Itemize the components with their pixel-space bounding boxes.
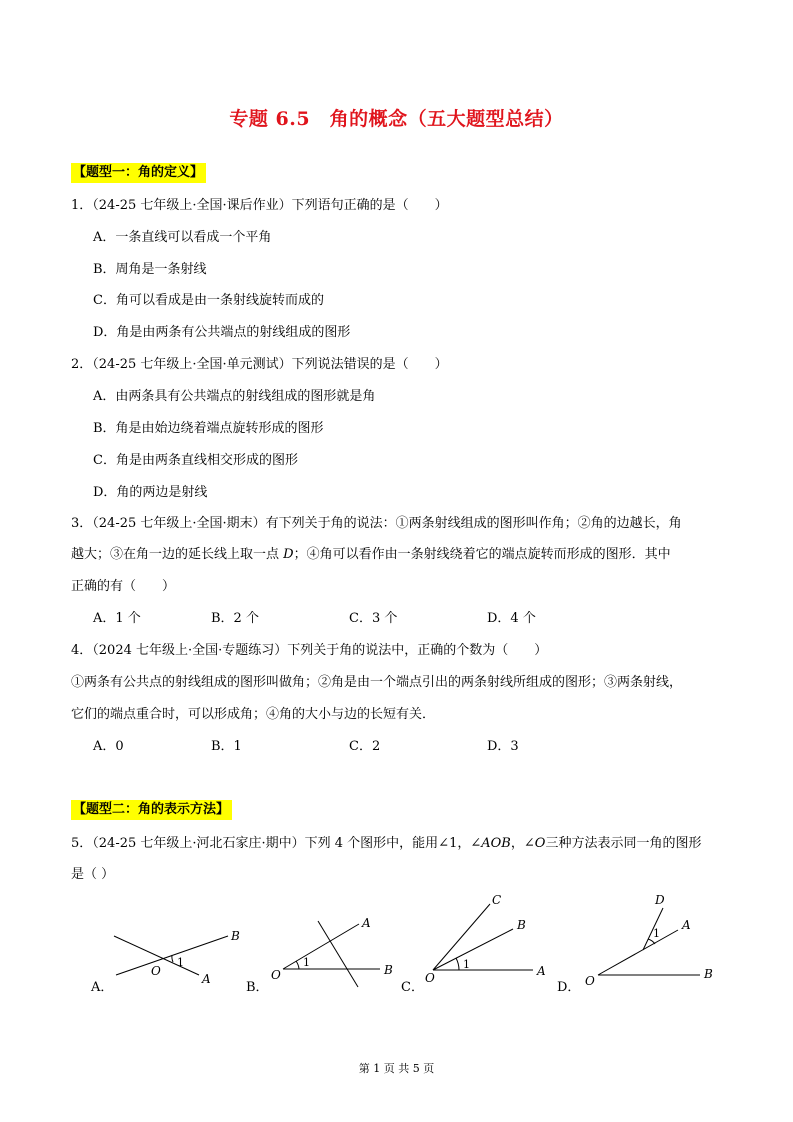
figure-b-label: B． <box>246 980 269 995</box>
figure-d-ray-oa <box>598 930 678 975</box>
question-3-option-a: A．1 个 <box>93 611 141 626</box>
angle-aob-label: AOB <box>481 836 511 851</box>
question-4-stem: 4．（2024 七年级上·全国·专题练习）下列关于角的说法中，正确的个数为（ ） <box>71 643 548 658</box>
question-3-option-d: D．4 个 <box>487 611 536 626</box>
question-4-line-2: ①两条有公共点的射线组成的图形叫做角；②角是由一个端点引出的两条射线所组成的图形；③两条射线， <box>71 675 683 690</box>
question-5-line-1 <box>71 835 721 853</box>
figure-a-line-oa <box>114 936 199 975</box>
figure-c-ray-ob <box>433 929 513 970</box>
question-4-option-c: C．2 <box>349 739 381 754</box>
question-4-option-a: A．0 <box>93 739 124 754</box>
figure-d-ray-od <box>643 908 663 950</box>
page-title: 专题 6.5 角的概念（五大题型总结） <box>229 108 564 130</box>
question-1-option-d: D．角是由两条有公共端点的射线组成的图形 <box>93 325 351 340</box>
question-3-option-b: B．2 个 <box>211 611 259 626</box>
question-2-option-a: A．由两条具有公共端点的射线组成的图形就是角 <box>93 389 376 404</box>
figure-c-ray-oc <box>433 904 490 970</box>
fig-b-point-o: O <box>271 968 281 982</box>
fig-a-angle-1: 1 <box>177 956 184 969</box>
fig-c-point-b: B <box>517 918 526 932</box>
angle-o-label: O <box>534 836 546 851</box>
section-heading-2: 【题型二：角的表示方法】 <box>71 800 232 820</box>
q3-text-b: ；④角可以看作由一条射线绕着它的端点旋转而形成的图形．其中 <box>293 547 671 562</box>
q5-text-b: ，∠ <box>510 836 535 851</box>
figure-b-angle-arc <box>296 961 299 969</box>
figure-d-angle-arc <box>648 939 655 944</box>
figure-a-line-ob <box>116 936 228 975</box>
question-2-option-b: B．角是由始边绕着端点旋转形成的图形 <box>93 421 324 436</box>
fig-d-point-b: B <box>704 967 713 981</box>
fig-d-point-a: A <box>682 918 691 932</box>
point-d-label: D <box>283 547 294 562</box>
fig-d-angle-1: 1 <box>653 927 660 940</box>
figure-b-ray-oa <box>283 924 359 969</box>
fig-c-point-a: A <box>537 964 546 978</box>
fig-c-point-c: C <box>492 893 502 907</box>
question-2-stem: 2．（24-25 七年级上·全国·单元测试）下列说法错误的是（ ） <box>71 357 448 372</box>
q3-text-a: 越大；③在角一边的延长线上取一点 <box>71 547 284 562</box>
fig-b-point-b: B <box>384 963 393 977</box>
fig-a-point-a: A <box>202 972 211 986</box>
figure-a-label: A． <box>91 980 114 995</box>
figure-b-cross-line <box>318 921 358 987</box>
fig-b-point-a: A <box>362 916 371 930</box>
q5-text-a: 5．（24-25 七年级上·河北石家庄·期中）下列 4 个图形中，能用∠1，∠ <box>71 836 482 851</box>
q5-text-c: 三种方法表示同一角的图形 <box>545 836 702 851</box>
question-1-option-b: B．周角是一条射线 <box>93 262 207 277</box>
section-heading-1: 【题型一：角的定义】 <box>71 163 206 183</box>
question-4-option-d: D．3 <box>487 739 519 754</box>
question-3-line-1: 3．（24-25 七年级上·全国·期末）有下列关于角的说法：①两条射线组成的图形叫作角；②角的边越长，角 <box>71 516 682 531</box>
question-3-option-c: C．3 个 <box>349 611 398 626</box>
fig-c-point-o: O <box>425 971 435 985</box>
question-1-stem: 1．（24-25 七年级上·全国·课后作业）下列语句正确的是（ ） <box>71 198 448 213</box>
question-1-option-a: A．一条直线可以看成一个平角 <box>93 230 272 245</box>
fig-b-angle-1: 1 <box>303 956 310 969</box>
fig-a-point-b: B <box>231 929 240 943</box>
page-footer: 第 1 页 共 5 页 <box>358 1062 435 1075</box>
figure-d-label: D． <box>557 980 581 995</box>
question-4-line-3: 它们的端点重合时，可以形成角；④角的大小与边的长短有关． <box>71 707 436 722</box>
fig-d-point-o: O <box>585 974 595 988</box>
question-2-option-c: C．角是由两条直线相交形成的图形 <box>93 453 298 468</box>
fig-c-angle-1: 1 <box>463 958 470 971</box>
fig-d-point-d: D <box>655 893 665 907</box>
figure-c-label: C． <box>401 980 424 995</box>
question-3-line-2 <box>71 546 721 564</box>
question-3-line-3: 正确的有（ ） <box>71 579 176 594</box>
figure-a-angle-arc <box>172 955 173 962</box>
question-4-option-b: B．1 <box>211 739 242 754</box>
question-2-option-d: D．角的两边是射线 <box>93 485 208 500</box>
question-1-option-c: C．角可以看成是由一条射线旋转而成的 <box>93 293 324 308</box>
fig-a-point-o: O <box>151 964 161 978</box>
question-5-line-2: 是（ ） <box>71 867 115 882</box>
figure-c-angle-arc <box>456 958 459 970</box>
